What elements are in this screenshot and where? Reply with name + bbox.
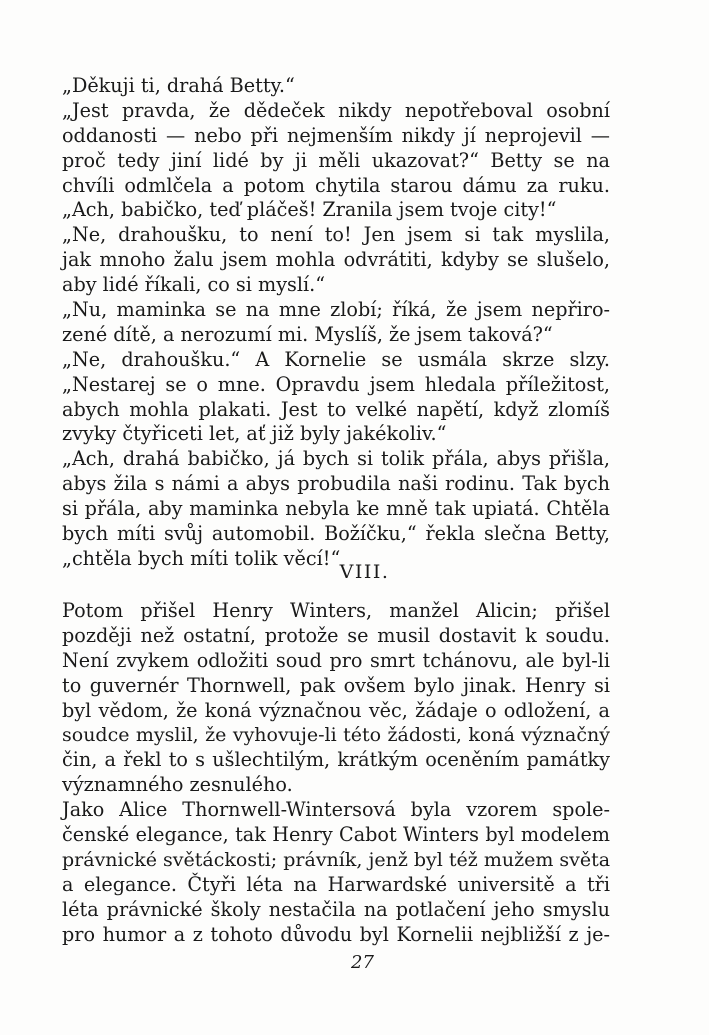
- text-line: „Jest pravda, že dědeček nikdy nepotřeboval osobní: [62, 98, 610, 122]
- text-line: aby lidé říkali, co si myslí.“: [62, 273, 326, 297]
- page-number: 27: [351, 952, 374, 973]
- text-line: byl vědom, že koná význačnou věc, žádaje o odložení, a: [62, 698, 610, 722]
- text-block-top: [62, 74, 610, 572]
- text-line: bych míti svůj automobil. Božíčku,“ řekla slečna Betty,: [62, 522, 610, 546]
- text-line: zvyky čtyřiceti let, ať již byly jakékoliv.“: [62, 422, 447, 446]
- text-line: „Děkuji ti, drahá Betty.“: [62, 74, 295, 97]
- text-line: později než ostatní, protože se musil dostavit k soudu.: [62, 623, 610, 647]
- text-line: Potom přišel Henry Winters, manžel Alicin; přišel: [62, 599, 610, 622]
- text-line: čenské elegance, tak Henry Cabot Winters byl modelem: [62, 823, 610, 847]
- text-line: abych mohla plakati. Jest to velké napětí, když zlomíš: [62, 397, 610, 421]
- text-line: významného zesnulého.: [62, 773, 293, 797]
- text-line: Jako Alice Thornwell-Wintersová byla vzorem spole-: [62, 798, 610, 822]
- text-line: to guvernér Thornwell, pak ovšem bylo jinak. Henry si: [62, 673, 610, 697]
- text-line: „Nestarej se o mne. Opravdu jsem hledala příležitost,: [62, 372, 610, 396]
- text-line: čin, a řekl to s ušlechtilým, krátkým oceněním památky: [62, 748, 610, 772]
- text-line: soudce myslil, že vyhovuje-li této žádosti, koná význačný: [62, 724, 610, 747]
- text-line: „Ach, babičko, teď pláčeš! Zranila jsem tvoje city!“: [62, 198, 557, 222]
- text-line: jak mnoho žalu jsem mohla odvrátiti, kdyby se slušelo,: [62, 248, 610, 272]
- text-line: chvíli odmlčela a potom chytila starou dámu za ruku.: [62, 173, 610, 197]
- text-line: „Ne, drahoušku.“ A Kornelie se usmála skrze slzy.: [62, 347, 610, 371]
- text-line: „Nu, maminka se na mne zlobí; říká, že jsem nepřiro-: [62, 298, 610, 322]
- chapter-heading: VIII.: [339, 561, 390, 583]
- text-line: si přála, aby maminka nebyla ke mně tak upiatá. Chtěla: [62, 497, 610, 521]
- text-line: „chtěla bych míti tolik věcí!“: [62, 546, 341, 570]
- text-line: abys žila s námi a abys probudila naši rodinu. Tak bych: [62, 472, 610, 496]
- text-line: pro humor a z tohoto důvodu byl Kornelii nejbližší z je-: [62, 922, 610, 946]
- text-line: „Ne, drahoušku, to není to! Jen jsem si tak myslila,: [62, 223, 610, 247]
- text-line: právnické světáckosti; právník, jenž byl též mužem světa: [62, 848, 611, 871]
- text-block-bottom: [62, 599, 610, 947]
- text-line: Není zvykem odložiti soud pro smrt tchánovu, ale byl-li: [62, 648, 610, 672]
- text-line: proč tedy jiní lidé by ji měli ukazovat?“ Betty se na: [62, 148, 610, 172]
- text-line: zené dítě, a nerozumí mi. Myslíš, že jsem taková?“: [62, 322, 553, 346]
- text-line: a elegance. Čtyři léta na Harwardské universitě a tři: [62, 872, 610, 896]
- text-line: „Ach, drahá babičko, já bych si tolik přála, abys přišla,: [62, 447, 610, 471]
- text-line: léta právnické školy nestačila na potlačení jeho smyslu: [62, 897, 610, 921]
- text-line: oddanosti — nebo při nejmenším nikdy jí neprojevil —: [62, 123, 610, 147]
